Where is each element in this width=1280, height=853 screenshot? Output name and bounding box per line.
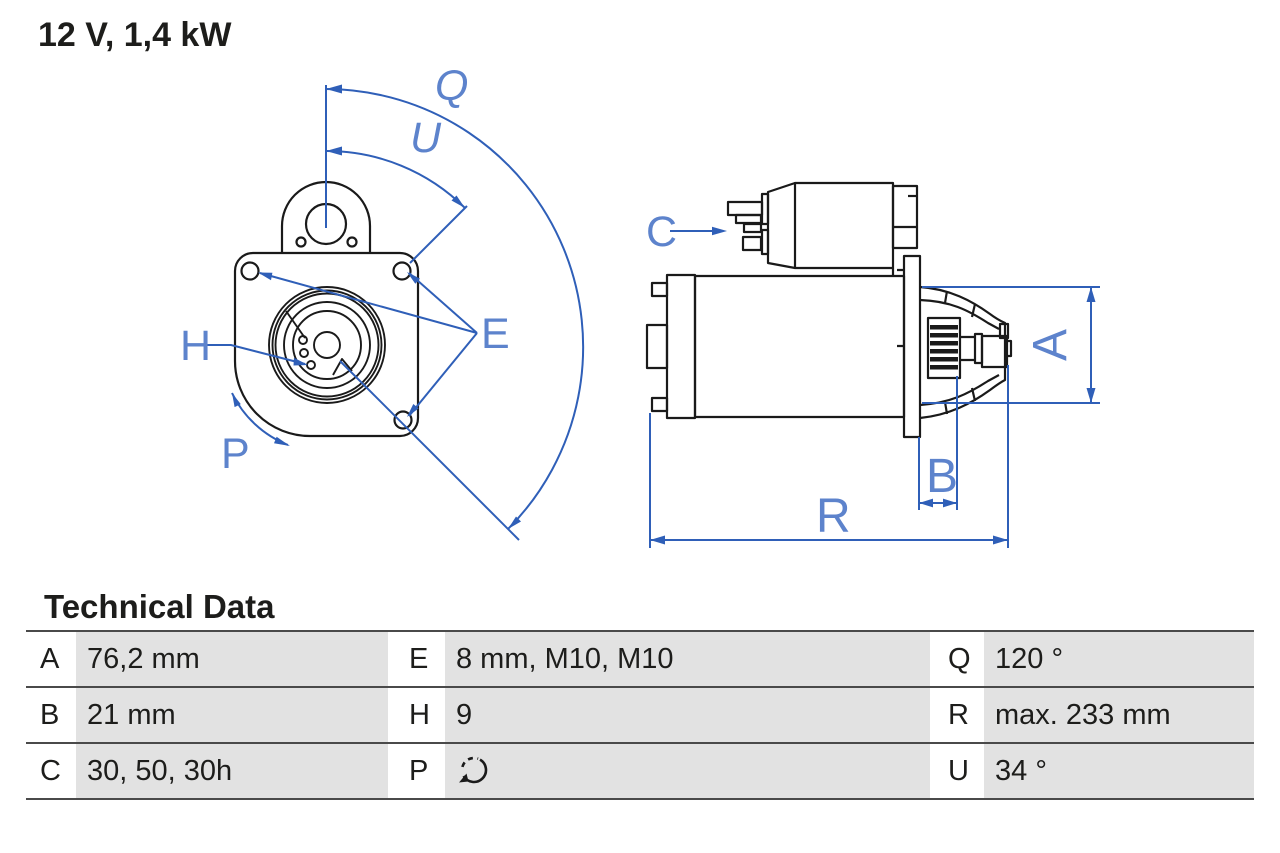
- cell-key-h: H: [388, 688, 445, 742]
- tab-small-hole-left: [297, 238, 306, 247]
- cell-key-q: Q: [930, 632, 984, 686]
- e-leader-3: [409, 333, 477, 416]
- cell-value-q: 120 °: [984, 632, 1254, 686]
- cell-value-e: 8 mm, M10, M10: [445, 632, 930, 686]
- u-radius-line: [410, 206, 467, 263]
- q-radius-line: [340, 361, 519, 540]
- cell-key-b: B: [26, 688, 76, 742]
- solenoid: [768, 183, 917, 276]
- label-p: P: [221, 430, 250, 478]
- flange-plate: [904, 256, 920, 437]
- bolt-hole-top-left: [242, 263, 259, 280]
- page-title: 12 V, 1,4 kW: [38, 16, 232, 54]
- cell-key-c: C: [26, 744, 76, 798]
- cell-key-e: E: [388, 632, 445, 686]
- end-cap: [667, 275, 695, 418]
- cell-value-a: 76,2 mm: [76, 632, 388, 686]
- cell-value-c: 30, 50, 30h: [76, 744, 388, 798]
- cell-value-r: max. 233 mm: [984, 688, 1254, 742]
- terminal-studs: [728, 194, 768, 254]
- cell-key-p: P: [388, 744, 445, 798]
- label-b: B: [926, 450, 959, 503]
- motor-body: [695, 276, 904, 417]
- label-a: A: [1024, 328, 1077, 362]
- cell-value-b: 21 mm: [76, 688, 388, 742]
- cell-value-u: 34 °: [984, 744, 1254, 798]
- pinion-face: [269, 287, 385, 403]
- section-title: Technical Data: [44, 588, 275, 625]
- h-leader: [206, 345, 305, 364]
- label-e: E: [481, 310, 510, 358]
- u-arc: [326, 151, 465, 208]
- label-c: C: [646, 208, 678, 256]
- cell-key-a: A: [26, 632, 76, 686]
- rotation-direction-icon: [456, 754, 492, 788]
- flange-body: [235, 253, 418, 436]
- label-h: H: [180, 322, 212, 370]
- tab-small-hole-right: [348, 238, 357, 247]
- drive-end-housing: [920, 287, 1011, 418]
- cell-key-u: U: [930, 744, 984, 798]
- table-row: [26, 688, 1254, 744]
- label-u: U: [410, 114, 442, 162]
- table-row: [26, 632, 1254, 688]
- table-row: [26, 744, 1254, 800]
- bolt-hole-top-right: [394, 263, 411, 280]
- cell-value-h: 9: [445, 688, 930, 742]
- cell-key-r: R: [930, 688, 984, 742]
- label-r: R: [816, 490, 851, 543]
- cell-value-p: [445, 744, 930, 798]
- technical-data-table: [26, 630, 1254, 800]
- label-q: Q: [435, 62, 469, 110]
- pinion-teeth: [930, 325, 958, 370]
